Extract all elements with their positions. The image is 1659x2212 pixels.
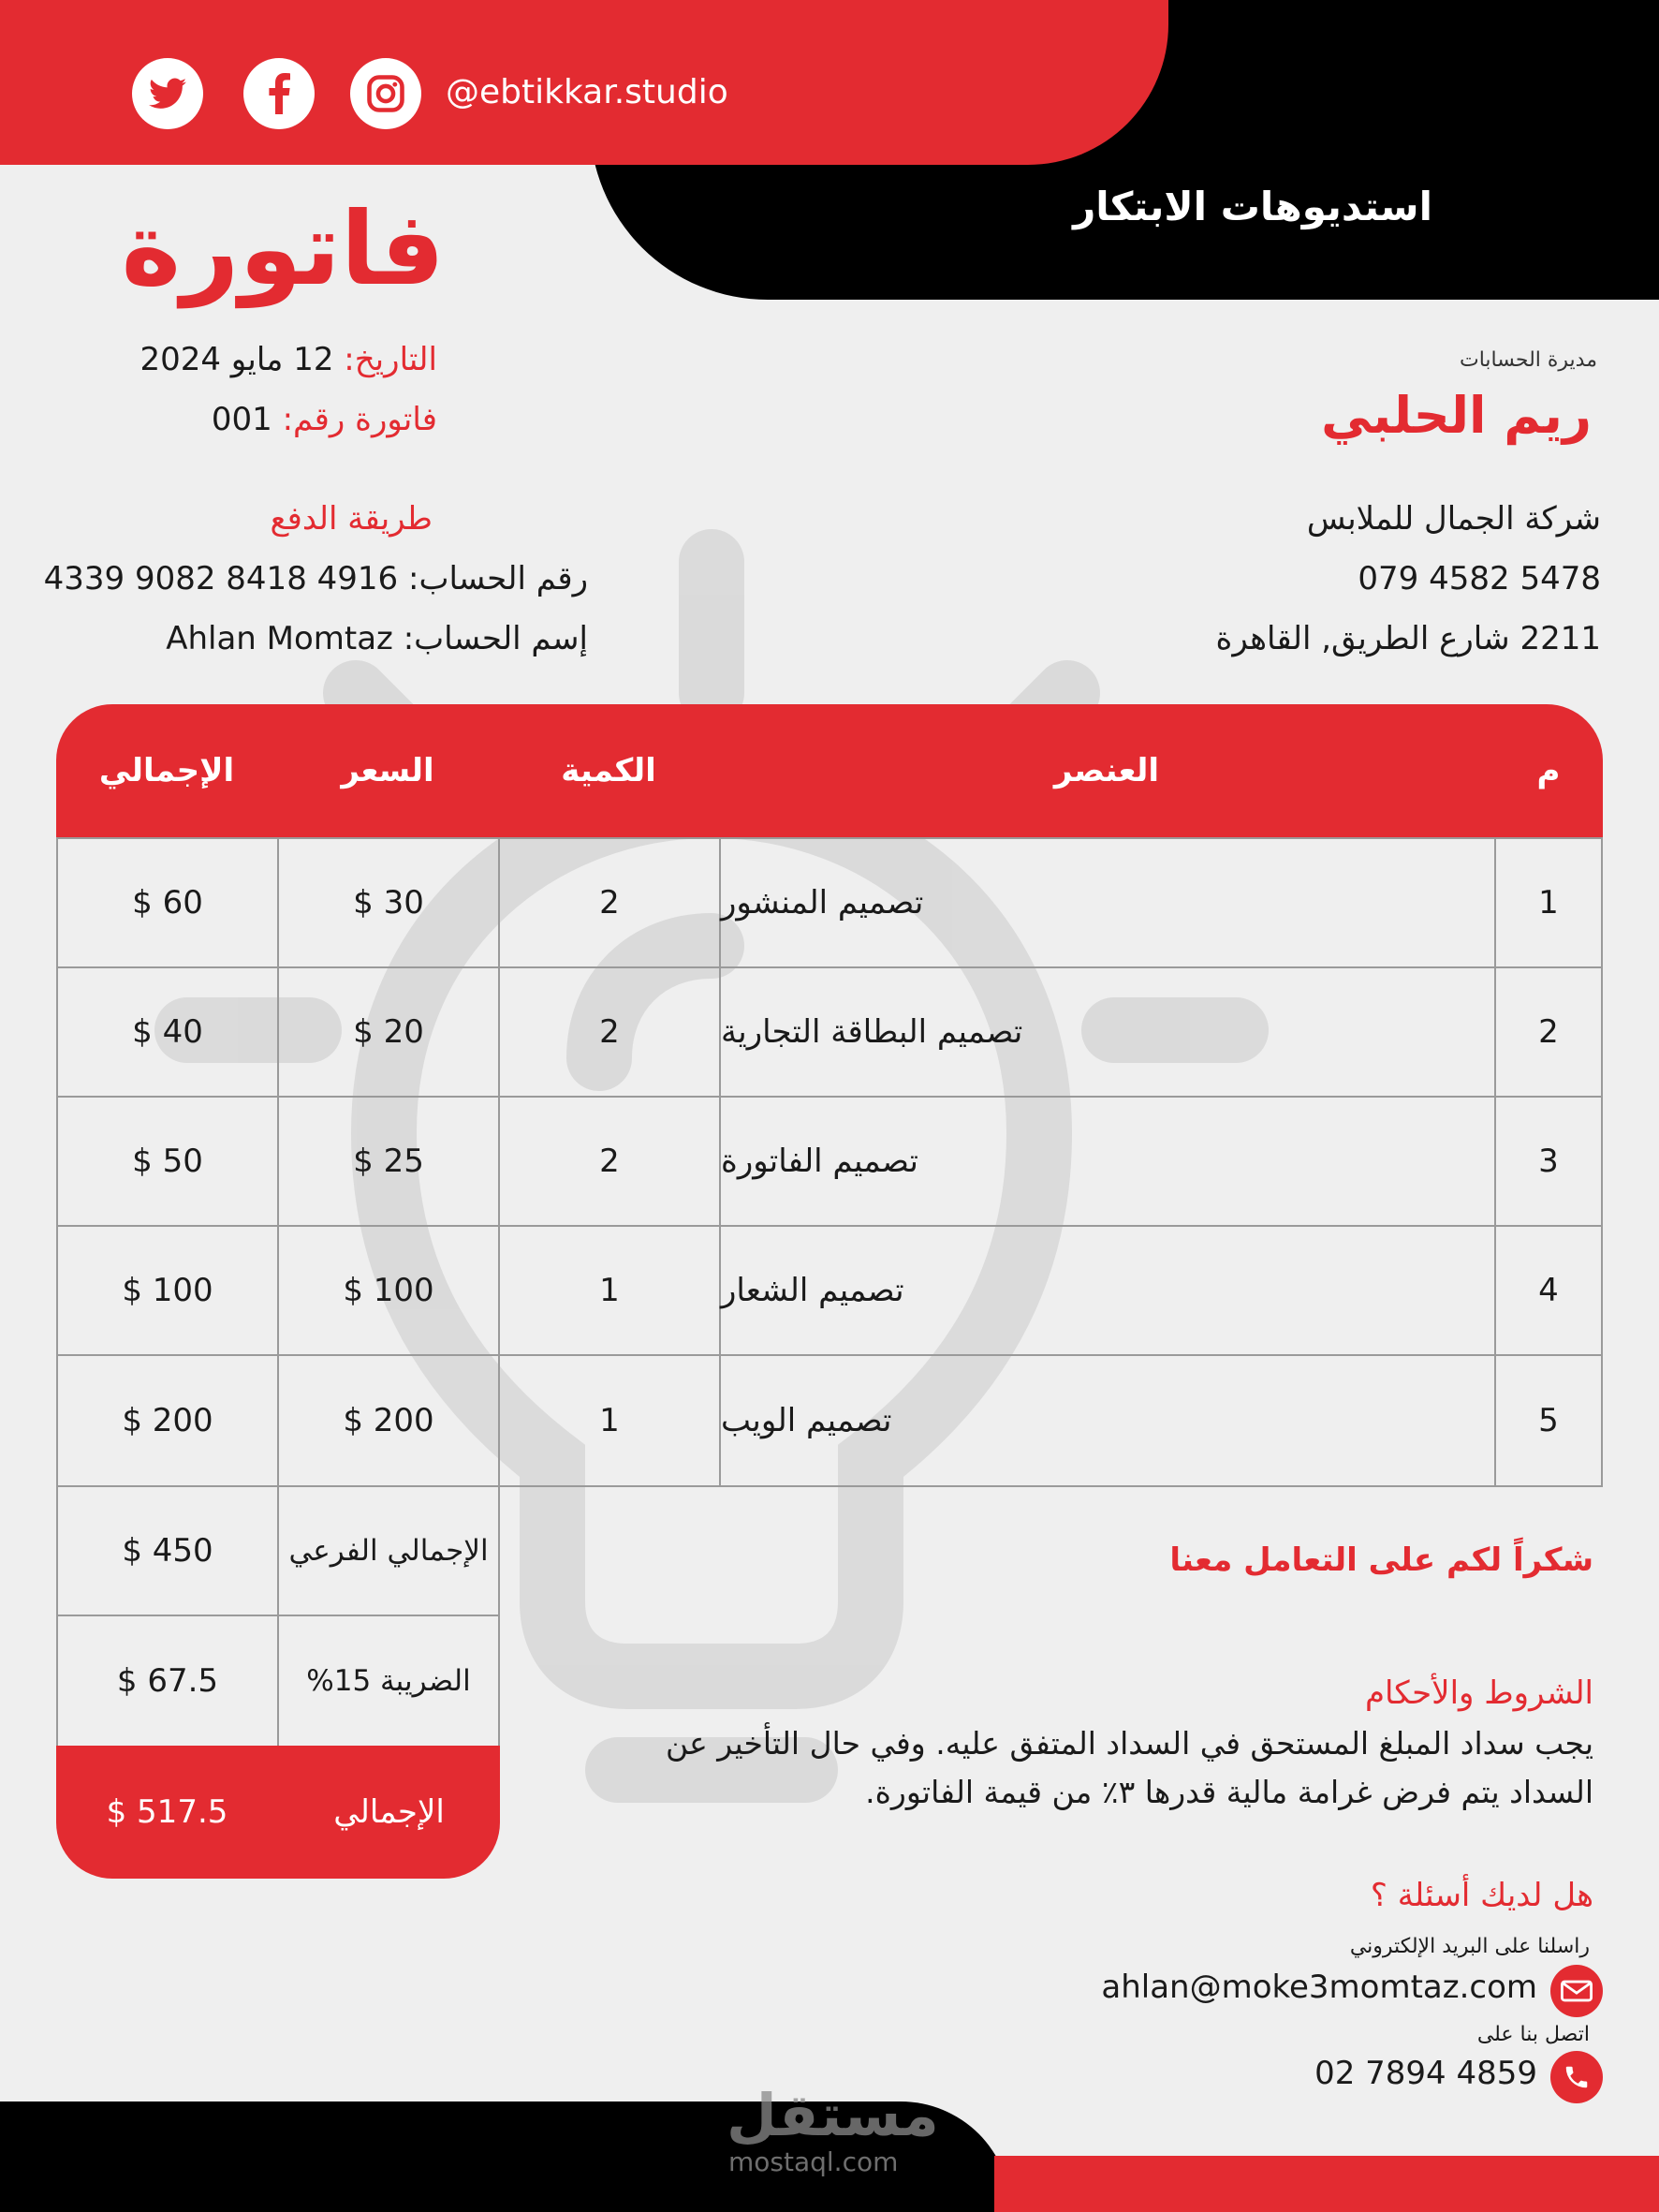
row-item: تصميم الويب [719, 1354, 1496, 1487]
grand-total-label: الإجمالي [333, 1793, 445, 1831]
instagram-icon[interactable] [350, 58, 421, 129]
person-role: مديرة الحسابات [1460, 348, 1597, 372]
grand-total-box [56, 1746, 500, 1879]
row-item: تصميم الفاتورة [719, 1096, 1496, 1227]
terms-text [564, 1719, 1593, 1817]
invoice-title: فاتورة [121, 191, 445, 308]
row-price: $ 20 [277, 966, 500, 1098]
subtotal-label: الإجمالي الفرعي [277, 1485, 500, 1616]
watermark-logo: مستقل [727, 2081, 939, 2149]
row-price: $ 100 [277, 1225, 500, 1356]
col-header-total: الإجمالي [98, 752, 235, 789]
col-header-price: السعر [341, 752, 434, 789]
col-header-qty: الكمية [561, 752, 656, 789]
footer-red-band [994, 2156, 1659, 2212]
social-handle: @ebtikkar.studio [446, 73, 728, 111]
items-table [56, 837, 1603, 1487]
row-num: 2 [1494, 966, 1603, 1098]
phone-icon [1550, 2051, 1603, 2103]
row-num: 4 [1494, 1225, 1603, 1356]
row-qty: 2 [498, 837, 721, 968]
date-value: 12 مايو 2024 [139, 341, 334, 378]
row-qty: 2 [498, 1096, 721, 1227]
payment-heading: طريقة الدفع [270, 500, 433, 538]
col-header-num: م [1536, 752, 1561, 789]
person-name: ريم الحلبي [1321, 386, 1592, 445]
table-header [56, 704, 1603, 837]
number-value: 001 [211, 401, 272, 438]
email-link[interactable]: ahlan@moke3momtaz.com [1101, 1969, 1537, 2006]
account-name-label: إسم الحساب: [403, 620, 588, 657]
account-number-line [44, 560, 588, 597]
invoice-date [139, 341, 437, 378]
row-num: 1 [1494, 837, 1603, 968]
invoice-number [212, 401, 437, 438]
account-number-label: رقم الحساب: [407, 560, 588, 597]
row-total: $ 200 [56, 1354, 279, 1487]
number-label: فاتورة رقم: [282, 401, 437, 438]
row-total: $ 40 [56, 966, 279, 1098]
company-address: 2211 شارع الطريق, القاهرة [1215, 620, 1601, 657]
row-qty: 1 [498, 1225, 721, 1356]
col-header-item: العنصر [1053, 752, 1160, 789]
account-number: 4339 9082 8418 4916 [43, 560, 399, 597]
mail-icon [1550, 1965, 1603, 2017]
company-phone: 079 4582 5478 [1358, 560, 1601, 597]
terms-line-2: السداد يتم فرض غرامة مالية قدرها ٣٪ من قيمة الفاتورة. [865, 1774, 1593, 1810]
terms-line-1: يجب سداد المبلغ المستحق في السداد المتفق عليه. وفي حال التأخير عن [666, 1725, 1593, 1762]
studio-name: استديوهات الابتكار [1073, 184, 1432, 229]
row-qty: 1 [498, 1354, 721, 1487]
company-name: شركة الجمال للملابس [1306, 500, 1601, 538]
call-label: اتصل بنا على [1476, 2023, 1590, 2046]
subtotal-value: $ 450 [56, 1485, 279, 1616]
row-total: $ 100 [56, 1225, 279, 1356]
tax-value: $ 67.5 [56, 1615, 279, 1747]
thanks-message: شكراً لكم على التعامل معنا [1169, 1541, 1593, 1579]
grand-total-value: $ 517.5 [106, 1793, 228, 1831]
row-num: 3 [1494, 1096, 1603, 1227]
account-name: Ahlan Momtaz [166, 620, 393, 657]
facebook-icon[interactable] [243, 58, 315, 129]
row-item: تصميم الشعار [719, 1225, 1496, 1356]
date-label: التاريخ: [344, 341, 437, 378]
terms-heading: الشروط والأحكام [1364, 1674, 1593, 1712]
phone-link[interactable]: 02 7894 4859 [1314, 2055, 1537, 2092]
row-item: تصميم البطاقة التجارية [719, 966, 1496, 1098]
row-total: $ 60 [56, 837, 279, 968]
watermark-url: mostaql.com [728, 2146, 899, 2177]
row-num: 5 [1494, 1354, 1603, 1487]
row-item: تصميم المنشور [719, 837, 1496, 968]
row-price: $ 200 [277, 1354, 500, 1487]
questions-heading: هل لديك أسئلة ؟ [1370, 1877, 1593, 1914]
twitter-icon[interactable] [132, 58, 203, 129]
tax-label: الضريبة 15% [277, 1615, 500, 1747]
row-total: $ 50 [56, 1096, 279, 1227]
row-qty: 2 [498, 966, 721, 1098]
account-name-line [166, 620, 588, 657]
row-price: $ 25 [277, 1096, 500, 1227]
email-label: راسلنا على البريد الإلكتروني [1349, 1935, 1590, 1958]
row-price: $ 30 [277, 837, 500, 968]
